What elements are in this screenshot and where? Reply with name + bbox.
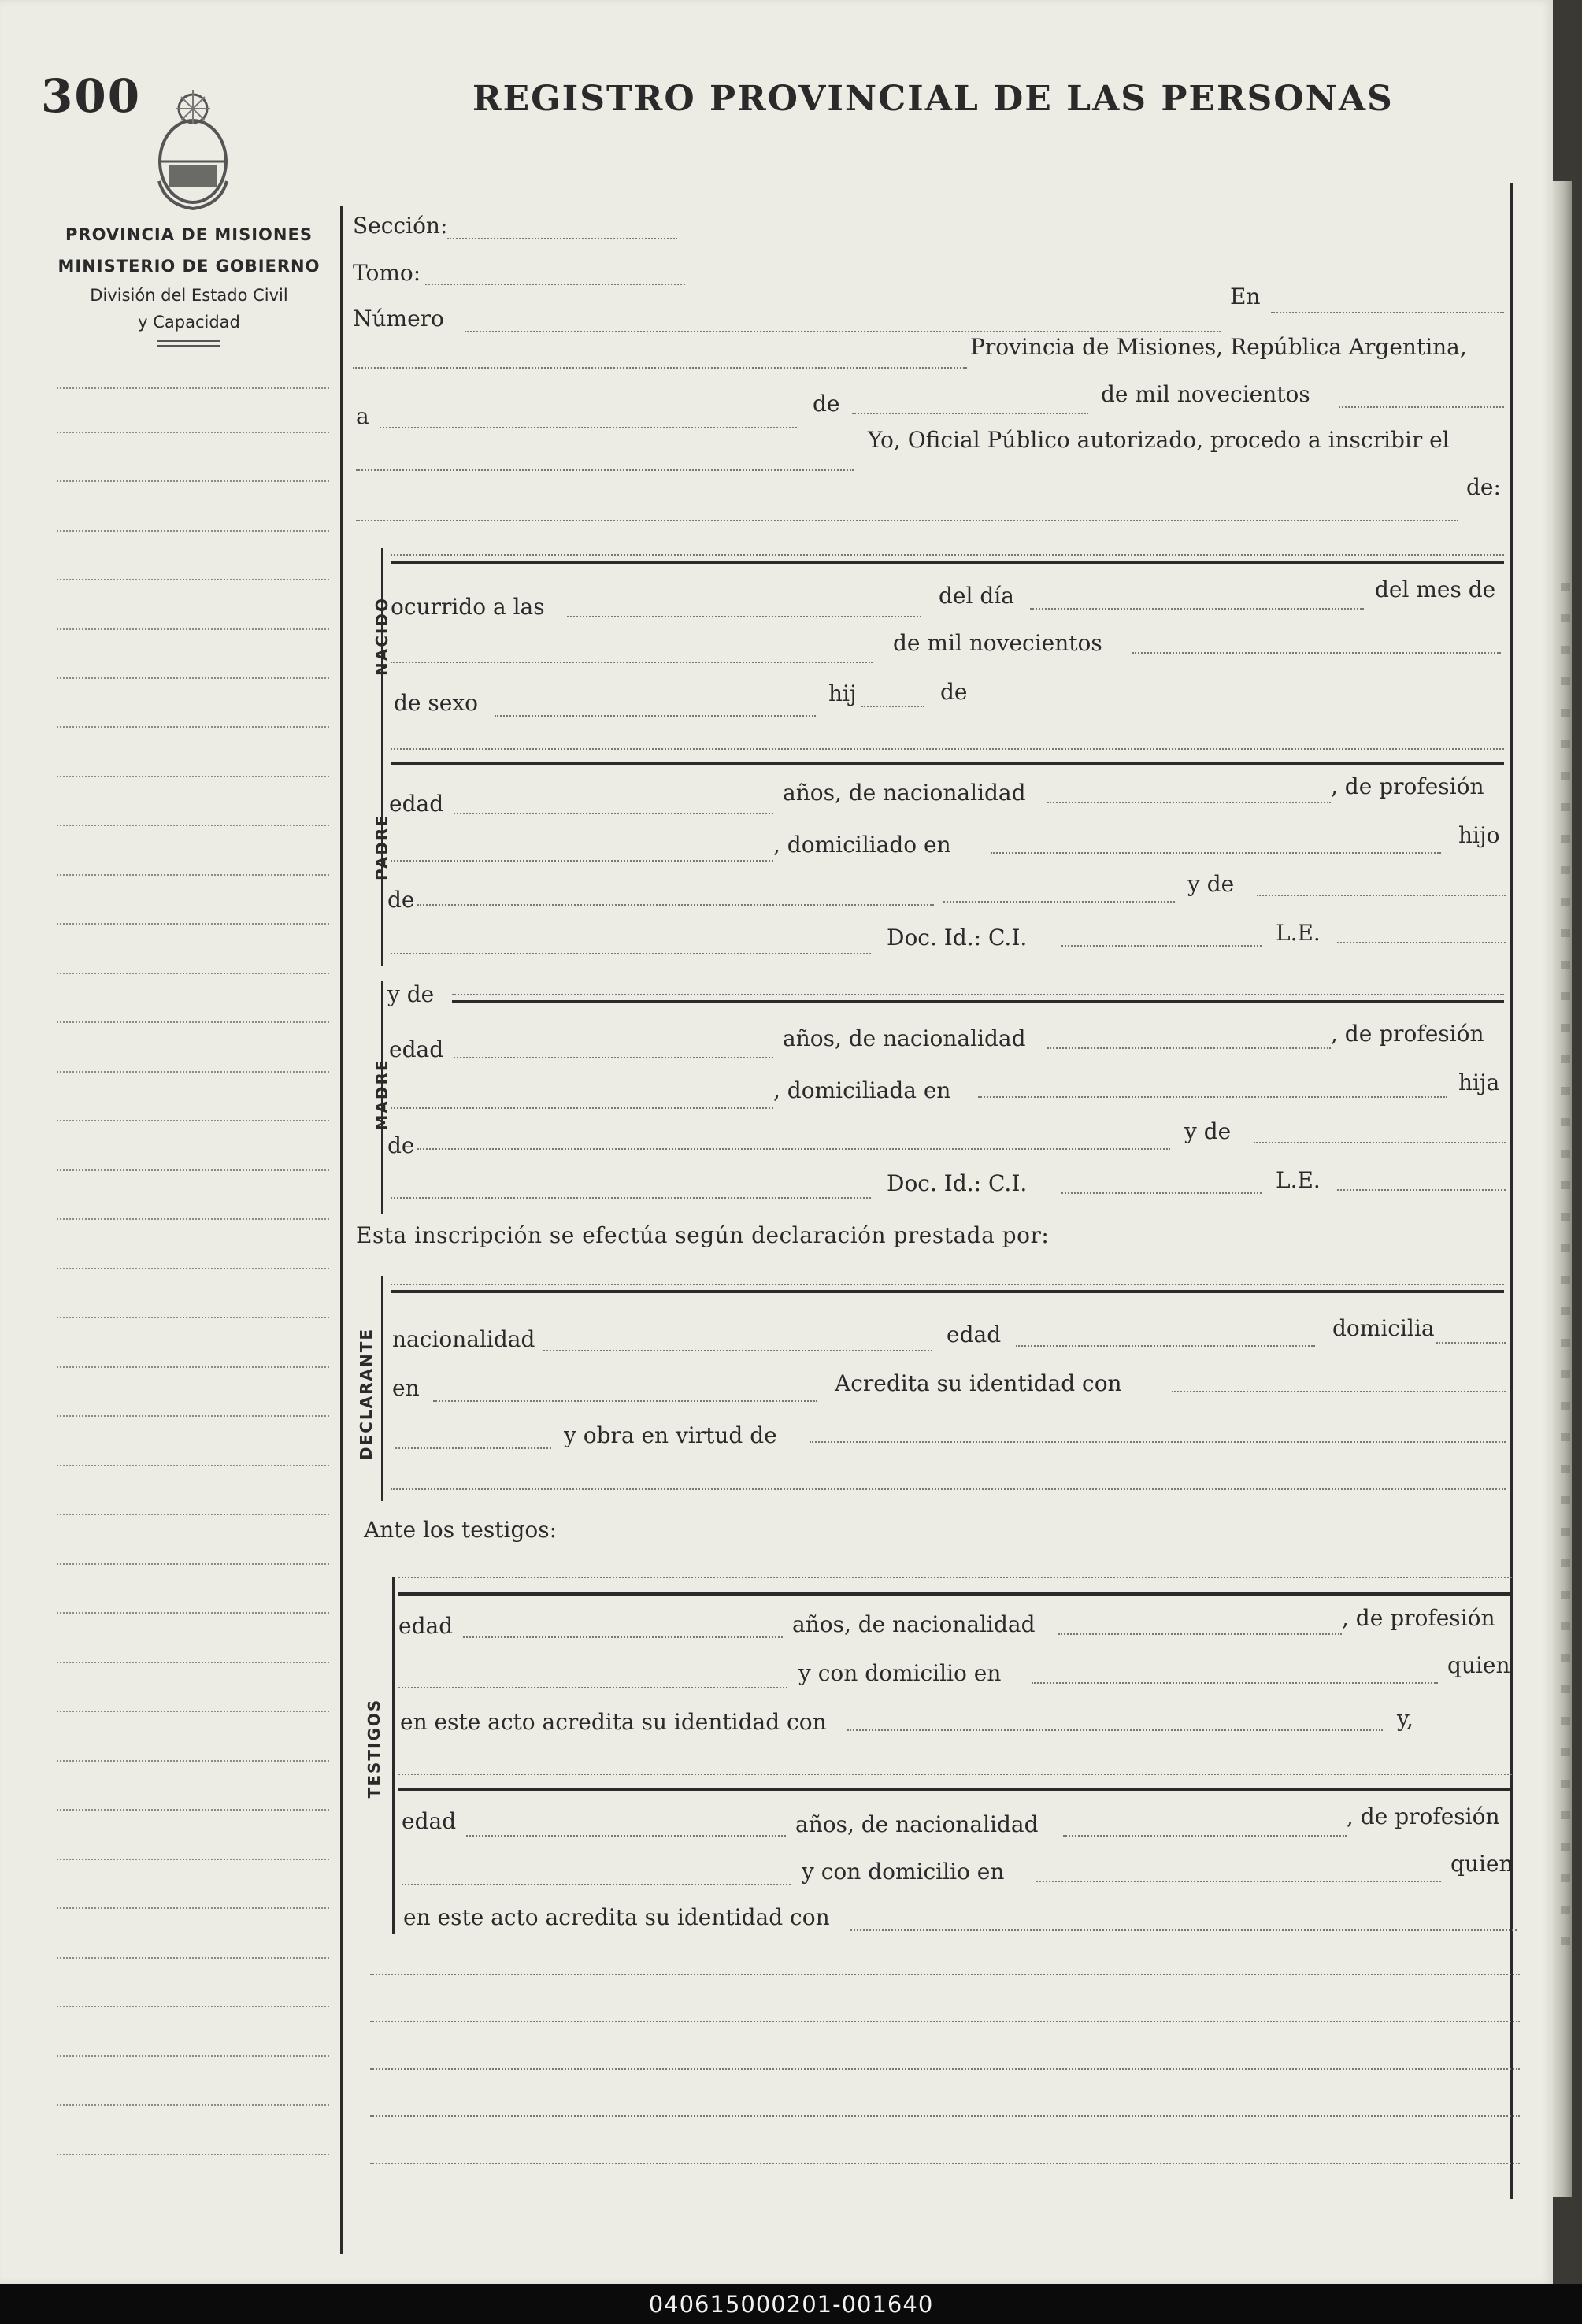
testigo2-top-rule [398,1788,1512,1791]
declarante-acredita-field[interactable] [1172,1391,1506,1392]
margin-line [57,776,329,777]
declarante-top-rule [391,1290,1504,1293]
seccion-field[interactable] [447,238,677,239]
place-field[interactable] [353,367,967,369]
de-colon-label: de: [1466,474,1501,500]
de-label: de [813,391,840,417]
declarante-obra-label: y obra en virtud de [564,1422,777,1448]
margin-line [57,923,329,925]
testigo2-nacionalidad-field[interactable] [1063,1835,1347,1837]
declarante-doc-field[interactable] [395,1447,551,1449]
padre-top-rule [391,762,1504,765]
notes-line[interactable] [370,2115,1520,2117]
name-field[interactable] [391,554,1504,556]
margin-line [57,1071,329,1073]
nacido-top-rule [391,561,1504,564]
madre-hija-de-field[interactable] [417,1148,1170,1150]
inscribir-field[interactable] [356,520,1458,521]
declarante-en-label: en [392,1375,420,1401]
ocurrido-label: ocurrido a las [391,594,545,620]
testigo1-nacionalidad-field[interactable] [1058,1633,1342,1635]
madre-doc-label: Doc. Id.: C.I. [887,1170,1028,1196]
testigo2-quien-label: quien [1450,1851,1513,1877]
month-field[interactable] [852,413,1088,414]
testigo1-domicilio-field[interactable] [1032,1682,1438,1684]
testigo2-profesion-label: , de profesión [1347,1803,1500,1829]
declarante-edad-label: edad [947,1321,1002,1347]
margin-line [57,1465,329,1466]
margin-rule [340,206,343,2254]
org-capacity: y Capacidad [138,313,240,332]
margin-line [57,1268,329,1269]
margin-line [57,874,329,876]
madre-domicilio-field[interactable] [978,1096,1447,1098]
margin-line [57,628,329,630]
madre-edad-label: edad [389,1036,444,1062]
testigo2-edad-field[interactable] [466,1835,786,1837]
margin-line [57,1021,329,1023]
notes-line[interactable] [370,2021,1520,2022]
declarante-nacionalidad-label: nacionalidad [392,1326,535,1352]
padre-padre-field[interactable] [943,901,1175,903]
testigo2-acredita-label: en este acto acredita su identidad con [403,1904,830,1930]
padre-extra-field[interactable] [391,953,871,954]
madre-top-rule [452,1000,1504,1003]
testigo2-domicilio-label: y con domicilio en [802,1859,1005,1885]
declarante-section-label: DECLARANTE [357,1327,376,1461]
numero-label: Número [353,306,444,332]
declarante-rule [381,1276,383,1501]
padre-edad-field[interactable] [454,813,773,814]
en-label: En [1230,284,1261,309]
madre-domiciliada-label: , domiciliada en [773,1077,951,1103]
margin-line [57,1366,329,1368]
del-dia-label: del día [939,583,1014,609]
tomo-label: Tomo: [353,260,421,286]
nacido-year-field[interactable] [1132,652,1501,654]
declarante-en-field[interactable] [433,1400,817,1402]
madre-profesion-field[interactable] [391,1107,773,1109]
testigo2-anos-label: años, de nacionalidad [795,1811,1039,1837]
testigos-section-label: TESTIGOS [365,1698,383,1799]
testigo1-acredita-field[interactable] [847,1729,1383,1731]
margin-line [57,726,329,728]
testigo1-y-label: y, [1397,1706,1413,1732]
testigos-top-rule [398,1592,1512,1596]
padre-le-field[interactable] [1337,942,1506,943]
provincia-label: Provincia de Misiones, República Argentina, [970,334,1467,360]
binding-stitching [1561,583,1570,1969]
en-field[interactable] [1271,312,1504,313]
testigo1-domicilio-label: y con domicilio en [798,1660,1002,1686]
margin-line [57,825,329,826]
testigo1-profesion-label: , de profesión [1342,1605,1495,1631]
padre-profesion-field[interactable] [391,860,773,862]
nacido-section-label: NACIDO [372,597,391,676]
margin-line [57,1711,329,1712]
a-label: a [356,403,369,429]
hij-label: hij [828,680,857,706]
testigo1-name-field[interactable] [398,1577,1512,1578]
testigo2-name-field[interactable] [398,1774,1512,1775]
padre-nacionalidad-field[interactable] [1047,802,1331,803]
hij-field[interactable] [861,706,924,707]
yo-oficial-label: Yo, Oficial Público autorizado, procedo a inscribir el [868,427,1450,453]
madre-hija-label: hija [1458,1069,1500,1095]
declarante-extra-field[interactable] [391,1488,1506,1490]
padre-hijo-label: hijo [1458,822,1500,848]
tomo-field[interactable] [425,284,685,285]
padre-doc-label: Doc. Id.: C.I. [887,925,1028,951]
testigo2-profesion-field[interactable] [402,1884,791,1885]
del-mes-label: del mes de [1375,576,1496,602]
margin-line [57,1809,329,1811]
padre-madre-field[interactable] [1257,895,1506,896]
testigos-intro: Ante los testigos: [364,1517,558,1543]
madre-y-de-label: y de [387,981,435,1007]
margin-line [57,1514,329,1515]
padre-edad-label: edad [389,791,444,817]
margin-line [57,579,329,580]
testigo1-acredita-label: en este acto acredita su identidad con [400,1709,827,1735]
mil-novecientos-label: de mil novecientos [1101,381,1310,407]
madre-le-field[interactable] [1337,1189,1506,1191]
declarante-name-field[interactable] [391,1284,1504,1285]
nacido-de-label: de [940,679,968,705]
padre-ci-field[interactable] [1061,945,1262,947]
margin-line [57,387,329,389]
padre-anos-label: años, de nacionalidad [783,780,1026,806]
testigo2-domicilio-field[interactable] [1036,1881,1441,1882]
margin-line [57,2055,329,2057]
padre-domicilio-field[interactable] [991,852,1441,854]
madre-ci-field[interactable] [1061,1192,1262,1194]
margin-line [57,677,329,679]
padre-profesion-label: , de profesión [1331,773,1484,799]
dia-field[interactable] [1030,608,1364,610]
folio-number: 300 [41,69,142,123]
testigo2-acredita-field[interactable] [850,1929,1517,1931]
margin-line [57,480,329,482]
declarante-obra-field[interactable] [810,1441,1506,1443]
testigo1-profesion-field[interactable] [398,1687,787,1688]
padre-y-de-label: y de [1187,871,1235,897]
archive-id-bar [0,2284,1582,2324]
margin-line [57,1169,329,1171]
a-field[interactable] [380,427,797,428]
margin-line [57,432,329,433]
margin-line [57,1218,329,1220]
document-title: REGISTRO PROVINCIAL DE LAS PERSONAS [472,79,1394,119]
nacido-mil-label: de mil novecientos [893,630,1102,656]
margin-line [57,1957,329,1959]
org-divider [157,340,220,347]
margin-line [57,1120,329,1121]
margin-line [57,2104,329,2106]
mes-field[interactable] [391,662,873,663]
testigo1-edad-label: edad [398,1613,454,1639]
margin-line [57,530,329,532]
declarante-domicilia-label: domicilia [1332,1315,1435,1341]
archive-id: 040615000201-001640 [648,2290,934,2318]
notes-line[interactable] [370,2068,1520,2070]
declarante-edad-field[interactable] [1016,1345,1315,1347]
padre-domiciliado-label: , domiciliado en [773,832,951,858]
sexo-label: de sexo [394,690,478,716]
notes-line[interactable] [370,2163,1520,2164]
year-field[interactable] [1339,406,1504,408]
notes-line[interactable] [370,1974,1520,1975]
madre-nacionalidad-field[interactable] [1047,1047,1331,1049]
madre-extra-field[interactable] [391,1197,871,1199]
sexo-field[interactable] [495,715,816,717]
testigo2-edad-label: edad [402,1808,457,1834]
numero-field[interactable] [465,331,1221,332]
declarante-acredita-label: Acredita su identidad con [835,1370,1122,1396]
madre-name-field[interactable] [452,994,1504,995]
testigo1-edad-field[interactable] [463,1636,783,1638]
national-seal-icon [150,87,236,213]
madre-edad-field[interactable] [454,1057,773,1058]
hora-field[interactable] [567,616,921,617]
declarante-domicilia-field[interactable] [1436,1342,1506,1344]
madre-section-label: MADRE [372,1058,391,1131]
nacido-extra-field[interactable] [391,748,1504,750]
madre-profesion-label: , de profesión [1331,1021,1484,1047]
margin-line [57,2006,329,2007]
margin-line [57,1317,329,1318]
margin-line [57,1563,329,1565]
issuing-office [43,219,335,347]
madre-anos-label: años, de nacionalidad [783,1025,1026,1051]
right-rule [1510,183,1513,2199]
declaracion-text: Esta inscripción se efectúa según declaración prestada por: [356,1222,1050,1248]
margin-line [57,2154,329,2155]
padre-de-label: de [387,887,415,913]
margin-line [57,1760,329,1762]
oficial-field[interactable] [356,469,854,471]
madre-le-label: L.E. [1276,1167,1321,1193]
margin-line [57,1415,329,1417]
seccion-label: Sección: [353,213,448,239]
padre-hijo-de-field[interactable] [417,904,934,906]
margin-line [57,973,329,974]
margin-line [57,1859,329,1860]
testigos-rule [392,1577,395,1934]
declarante-nacionalidad-field[interactable] [543,1350,932,1351]
padre-le-label: L.E. [1276,920,1321,946]
margin-line [57,1907,329,1909]
padre-section-label: PADRE [372,814,391,880]
org-province: PROVINCIA DE MISIONES [65,225,313,244]
org-ministry: MINISTERIO DE GOBIERNO [57,257,320,276]
madre-de-label: de [387,1132,415,1158]
margin-line [57,1662,329,1663]
margin-line [57,1612,329,1614]
testigo1-quien-label: quien [1447,1652,1510,1678]
madre-y-de2-label: y de [1184,1118,1232,1144]
testigo1-anos-label: años, de nacionalidad [792,1611,1036,1637]
madre-madre-field[interactable] [1254,1142,1506,1143]
org-division: División del Estado Civil [90,286,288,305]
